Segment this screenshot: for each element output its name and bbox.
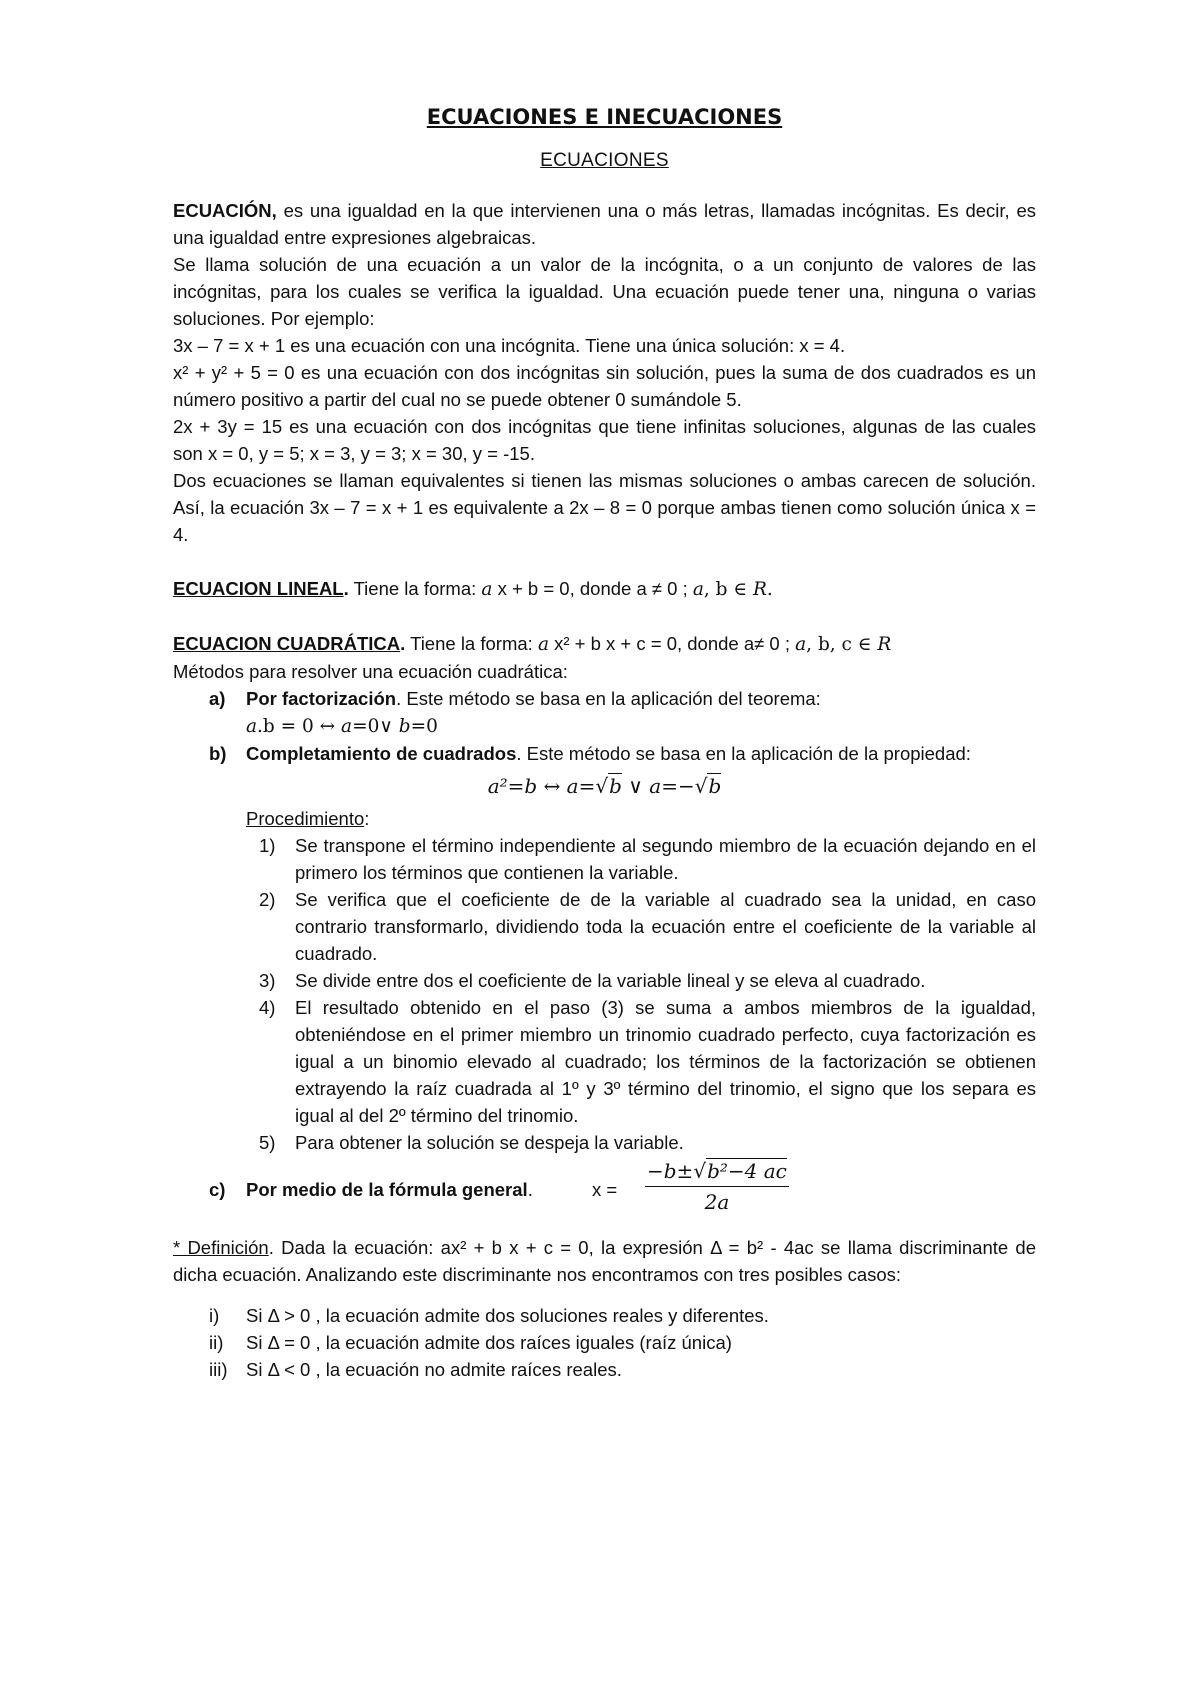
method-a-title: Por factorización <box>246 688 397 709</box>
example-one: 3x – 7 = x + 1 es una ecuación con una incógnita. Tiene una única solución: x = 4. <box>173 335 846 356</box>
general-formula: $\frac{\text{−b±√b²−4 ac}}{2a}$ <box>645 1156 789 1217</box>
solution-paragraph: Se llama solución de una ecuación a un valor de la incógnita, o a un conjunto de valores de las incógnitas, para los cuales se verifica la igualdad. Una ecuación puede tener una, ninguna o varias soluciones. Por ejemplo: <box>173 254 1036 329</box>
definition-term: ECUACIÓN, <box>173 200 277 221</box>
quadratic-equation-paragraph: ECUACION CUADRÁTICA. Tiene la forma: a x² + b x + c = 0, donde a≠ 0 ; 𝑎, b, c ∈ 𝑅 <box>173 633 892 655</box>
procedure-heading: Procedimiento: <box>246 808 370 829</box>
procedure-step: 4) El resultado obtenido en el paso (3) se suma a ambos miembros de la igualdad, obteniéndose en el primer miembro un trinomio cuadrado perfecto, cuya factorización es igual a un binomio elevado al cuadrado; los términos de la factorización se obtienen extrayendo la raíz cuadrada al 1º y 3º término del trinomio, el signo que los separa es igual al del 2º término del trinomio. <box>259 997 1036 1126</box>
procedure-step: 1) Se transpone el término independiente al segundo miembro de la ecuación dejando en el primero los términos que contienen la variable. <box>259 835 1036 883</box>
definition-paragraph <box>173 197 1036 251</box>
example-two: x² + y² + 5 = 0 es una ecuación con dos incógnitas sin solución, pues la suma de dos cuadrados es un número positivo a partir del cual no se puede obtener 0 sumándole 5. <box>173 362 1036 410</box>
method-b <box>173 740 1036 767</box>
discriminant-case: i) Si Δ > 0 , la ecuación admite dos soluciones reales y diferentes. <box>209 1305 769 1326</box>
quadratic-equation-form: x² + b x + c = 0, donde a≠ 0 ; <box>548 633 796 654</box>
document-title: ECUACIONES E INECUACIONES <box>426 105 783 129</box>
method-c-title: Por medio de la fórmula general <box>246 1179 528 1200</box>
general-formula-x: x = <box>592 1179 618 1200</box>
procedure-step: 5) Para obtener la solución se despeja la variable. <box>259 1132 684 1153</box>
method-a-text: . Este método se basa en la aplicación del teorema: <box>396 688 821 709</box>
procedure-step: 2) Se verifica que el coeficiente de de la variable al cuadrado sea la unidad, en caso contrario transformarlo, dividiendo toda la ecuación entre el coeficiente de la variable al cuadrado. <box>259 889 1036 964</box>
method-c: c) Por medio de la fórmula general. x = $\frac{\text{−b±√b²−4 ac}}{2a}$ <box>173 1156 1036 1220</box>
methods-intro: Métodos para resolver una ecuación cuadrática: <box>173 661 568 682</box>
method-a <box>173 685 1036 740</box>
linear-equation-text: Tiene la forma: <box>348 578 482 599</box>
quadratic-equation-set: 𝑎, b, c ∈ 𝑅 <box>795 634 892 655</box>
discriminant-case: iii) Si Δ < 0 , la ecuación no admite raíces reales. <box>209 1359 622 1380</box>
procedure-step: 3) Se divide entre dos el coeficiente de la variable lineal y se eleva al cuadrado. <box>259 970 926 991</box>
definition-text: es una igualdad en la que intervienen una o más letras, llamadas incógnitas. Es decir, es una igualdad entre expresiones algebraicas. <box>173 200 1036 248</box>
factorization-theorem: 𝑎.b = 0 ↔ 𝑎=0∨ 𝑏=0 <box>246 716 438 737</box>
square-root-property: a²=b ↔ a=√b ∨ a=−√b <box>487 774 722 798</box>
linear-equation-form: x + b = 0, donde a ≠ 0 ; <box>497 578 693 599</box>
linear-equation-term: ECUACION LINEAL <box>173 578 344 599</box>
linear-equation-paragraph: ECUACION LINEAL. Tiene la forma: a x + b = 0, donde a ≠ 0 ; 𝑎, b ∈ 𝑅. <box>173 578 773 600</box>
method-a-label: a) <box>209 688 226 709</box>
section-title-ecuaciones: ECUACIONES <box>540 150 669 171</box>
definition-label: * Definición <box>173 1237 269 1258</box>
method-b-text: . Este método se basa en la aplicación de la propiedad: <box>516 743 971 764</box>
quadratic-equation-term: ECUACION CUADRÁTICA <box>173 633 401 654</box>
method-b-title: Completamiento de cuadrados <box>246 743 517 764</box>
linear-equation-set: 𝑎, b ∈ 𝑅. <box>692 579 773 600</box>
discriminant-case: ii) Si Δ = 0 , la ecuación admite dos raíces iguales (raíz única) <box>209 1332 732 1353</box>
quadratic-equation-text: Tiene la forma: <box>405 633 538 654</box>
discriminant-definition: * Definición. Dada la ecuación: ax² + b x + c = 0, la expresión Δ = b² - 4ac se llama discriminante de dicha ecuación. Analizando este discriminante nos encontramos con tres posibles casos: <box>173 1237 1036 1285</box>
equivalence-paragraph: Dos ecuaciones se llaman equivalentes si tienen las mismas soluciones o ambas carecen de solución. Así, la ecuación 3x – 7 = x + 1 es equivalente a 2x – 8 = 0 porque ambas tienen como solución única x = 4. <box>173 470 1036 545</box>
method-c-label: c) <box>209 1179 226 1200</box>
method-b-label: b) <box>209 743 227 764</box>
example-three: 2x + 3y = 15 es una ecuación con dos incógnitas que tiene infinitas soluciones, algunas de las cuales son x = 0, y = 5; x = 3, y = 3; x = 30, y = -15. <box>173 416 1036 464</box>
